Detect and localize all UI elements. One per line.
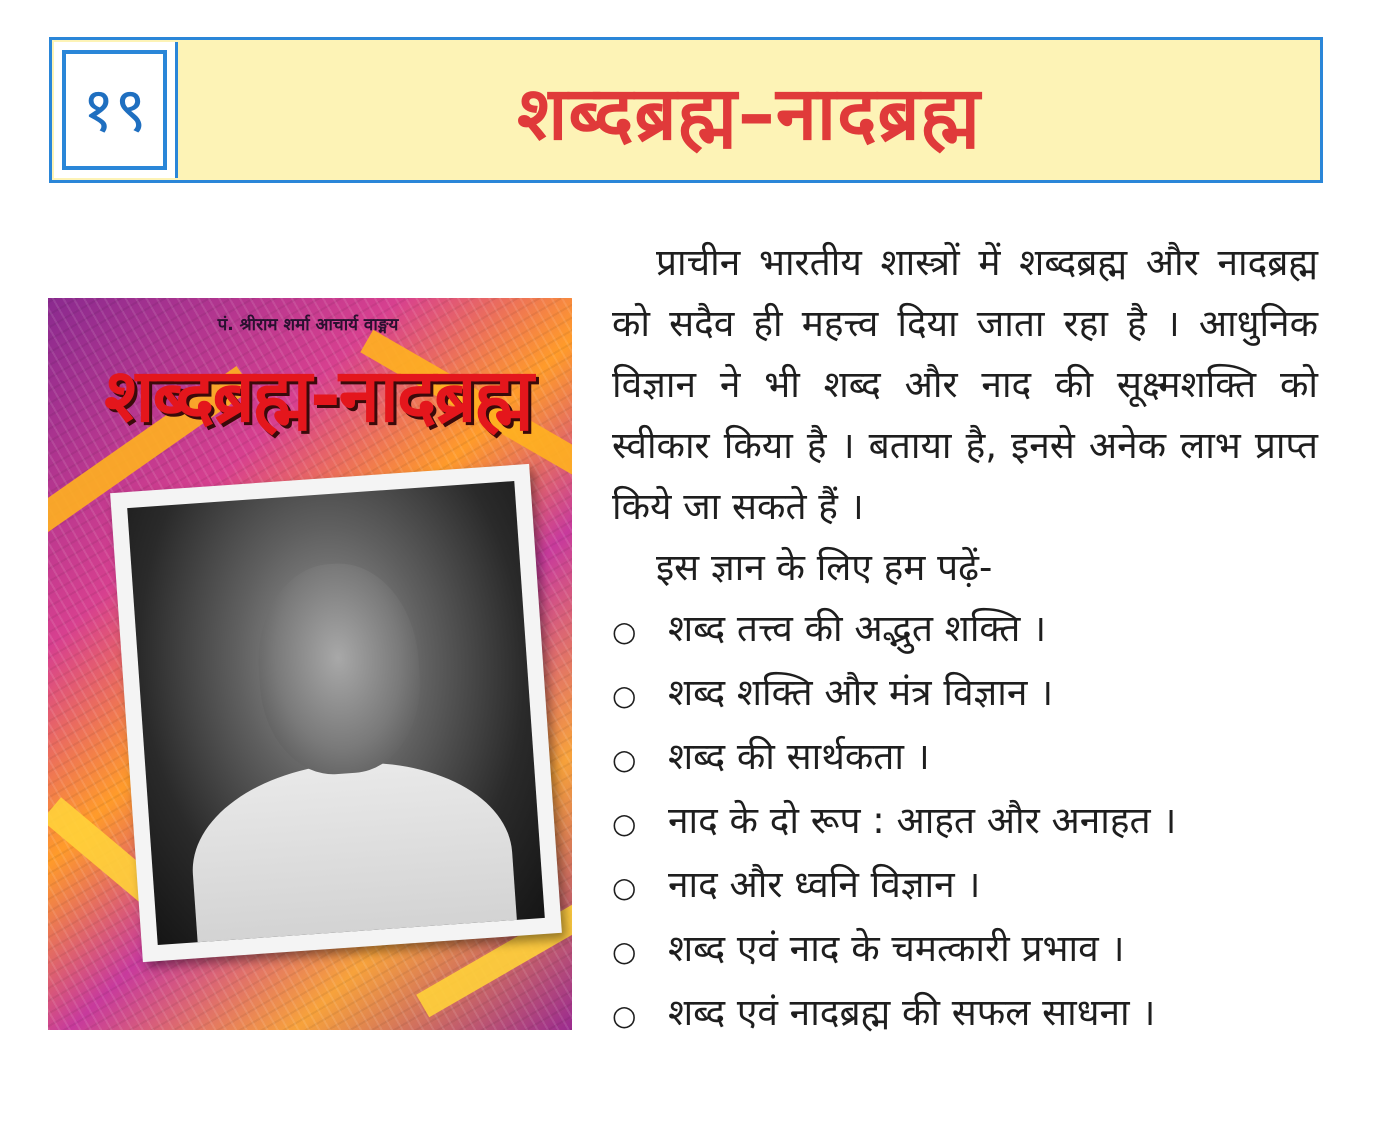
list-item: [612, 598, 1318, 662]
bullet-circle-icon: ○: [612, 807, 637, 840]
list-item-text: नाद के दो रूप : आहत और अनाहत ।: [668, 799, 1177, 842]
list-item-text: शब्द शक्ति और मंत्र विज्ञान ।: [668, 671, 1054, 714]
cover-title: शब्दब्रह्म-नादब्रह्म: [104, 353, 532, 439]
bullet-circle-icon: ○: [612, 743, 637, 776]
author-portrait: [110, 464, 562, 962]
list-item-text: शब्द की सार्थकता ।: [668, 735, 930, 778]
portrait-shirt: [186, 752, 519, 945]
reading-prompt: इस ज्ञान के लिए हम पढ़ें-: [656, 546, 993, 589]
chapter-title: शब्दब्रह्म–नादब्रह्म: [517, 70, 981, 157]
list-item: [612, 662, 1318, 726]
bullet-circle-icon: ○: [612, 935, 637, 968]
list-item-text: नाद और ध्वनि विज्ञान ।: [668, 863, 981, 906]
list-item: [612, 854, 1318, 918]
list-item-text: शब्द एवं नाद के चमत्कारी प्रभाव ।: [668, 927, 1125, 970]
bullet-circle-icon: ○: [612, 999, 637, 1032]
cover-author-line: पं. श्रीराम शर्मा आचार्य वाङ्मय: [217, 315, 399, 335]
list-item: [612, 982, 1318, 1046]
description-text: [612, 232, 1318, 1046]
bullet-circle-icon: ○: [612, 679, 637, 712]
list-item: [612, 726, 1318, 790]
portrait-face: [252, 558, 426, 779]
chapter-header: [49, 37, 1323, 183]
chapter-number-frame: [62, 50, 167, 170]
list-item: [612, 790, 1318, 854]
list-item-text: शब्द एवं नादब्रह्म की सफल साधना ।: [668, 991, 1156, 1034]
bullet-circle-icon: ○: [612, 871, 637, 904]
chapter-number-box: [54, 42, 178, 178]
book-cover-image: [48, 298, 572, 1030]
list-item: [612, 918, 1318, 982]
topic-list: [612, 598, 1318, 1046]
intro-paragraph: प्राचीन भारतीय शास्त्रों में शब्दब्रह्म और नादब्रह्म को सदैव ही महत्त्व दिया जाता रहा है । आधुनिक विज्ञान ने भी शब्द और नाद की सूक्ष्मशक्ति को स्वीकार किया है । बताया है, इनसे अनेक लाभ प्राप्त किये जा सकते हैं ।: [612, 241, 1318, 528]
chapter-number: १९: [82, 73, 147, 146]
portrait-photo: [127, 481, 545, 945]
bullet-circle-icon: ○: [612, 615, 637, 648]
list-item-text: शब्द तत्त्व की अद्भुत शक्ति ।: [668, 607, 1047, 650]
